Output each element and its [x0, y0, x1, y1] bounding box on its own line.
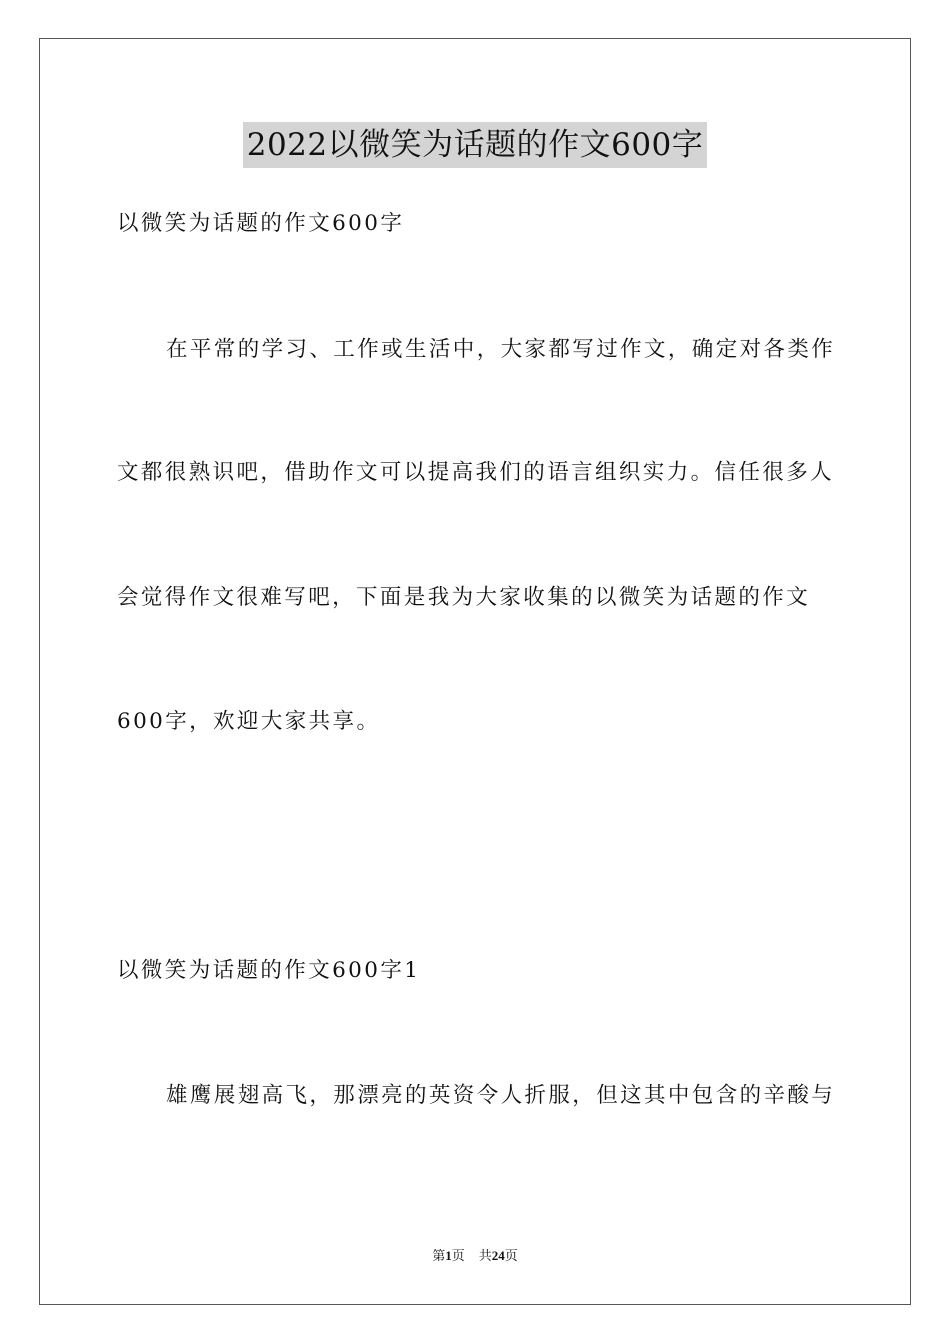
subtitle-line: 以微笑为话题的作文600字 — [117, 211, 405, 236]
paragraph-line: 文都很熟识吧，借助作文可以提高我们的语言组织实力。信任很多人 — [117, 460, 835, 485]
footer-page-suffix: 页 — [451, 1248, 465, 1263]
footer-total-suffix: 页 — [504, 1248, 518, 1263]
paragraph-line: 雄鹰展翅高飞，那漂亮的英资令人折服，但这其中包含的辛酸与 — [166, 1083, 836, 1108]
footer-total-prefix: 共 — [478, 1248, 492, 1263]
footer-total-pages: 24 — [491, 1248, 505, 1263]
paragraph-line: 会觉得作文很难写吧，下面是我为大家收集的以微笑为话题的作文 — [117, 585, 811, 610]
page-footer — [0, 1246, 950, 1266]
footer-page-prefix: 第 — [432, 1248, 446, 1263]
title-container — [0, 122, 950, 168]
document-title: 2022以微笑为话题的作文600字 — [243, 122, 708, 168]
footer-current-page: 1 — [445, 1248, 452, 1263]
section-heading: 以微笑为话题的作文600字1 — [117, 958, 421, 983]
paragraph-line: 在平常的学习、工作或生活中，大家都写过作文，确定对各类作 — [166, 337, 836, 362]
paragraph-line: 600字，欢迎大家共享。 — [117, 709, 381, 734]
